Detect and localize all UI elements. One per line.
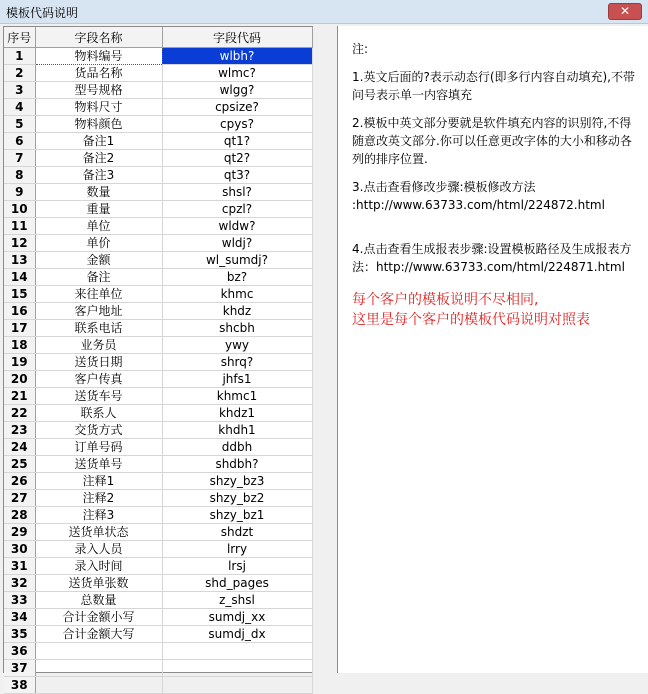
table-row[interactable] xyxy=(4,388,312,405)
row-index[interactable]: 4 xyxy=(4,99,35,116)
notes-heading: 注: xyxy=(352,42,369,56)
field-code-cell[interactable] xyxy=(162,643,312,660)
field-name-cell[interactable]: 金额 xyxy=(35,252,162,269)
field-code-cell[interactable]: wldj? xyxy=(162,235,312,252)
field-name-cell[interactable]: 总数量 xyxy=(35,592,162,609)
row-index[interactable]: 35 xyxy=(4,626,35,643)
table-row[interactable] xyxy=(4,405,312,422)
row-index[interactable]: 16 xyxy=(4,303,35,320)
red-remark xyxy=(352,290,638,330)
row-index[interactable]: 32 xyxy=(4,575,35,592)
field-name-cell[interactable]: 客户传真 xyxy=(35,371,162,388)
field-name-cell[interactable]: 送货单状态 xyxy=(35,524,162,541)
title-bar xyxy=(0,0,648,24)
table-row[interactable] xyxy=(4,269,312,286)
row-index[interactable]: 1 xyxy=(4,48,35,65)
field-code-cell[interactable]: cpys? xyxy=(162,116,312,133)
table-row[interactable] xyxy=(4,354,312,371)
row-index[interactable]: 28 xyxy=(4,507,35,524)
field-code-cell[interactable]: shdbh? xyxy=(162,456,312,473)
row-index[interactable]: 15 xyxy=(4,286,35,303)
table-row[interactable] xyxy=(4,439,312,456)
row-index[interactable]: 3 xyxy=(4,82,35,99)
field-name-cell[interactable] xyxy=(35,643,162,660)
field-name-cell[interactable]: 送货单号 xyxy=(35,456,162,473)
field-name-cell[interactable]: 单价 xyxy=(35,235,162,252)
header-index[interactable]: 序号 xyxy=(4,27,35,48)
field-name-cell[interactable]: 物料尺寸 xyxy=(35,99,162,116)
table-row[interactable] xyxy=(4,303,312,320)
red-remark-line-2: 这里是每个客户的模板代码说明对照表 xyxy=(352,312,590,328)
field-name-cell[interactable]: 注释1 xyxy=(35,473,162,490)
table-body xyxy=(4,48,312,694)
field-code-cell[interactable]: ywy xyxy=(162,337,312,354)
table-header-row xyxy=(4,27,312,48)
row-index[interactable]: 5 xyxy=(4,116,35,133)
field-name-cell[interactable]: 订单号码 xyxy=(35,439,162,456)
table-row[interactable] xyxy=(4,643,312,660)
row-index[interactable]: 14 xyxy=(4,269,35,286)
table-row[interactable] xyxy=(4,320,312,337)
row-index[interactable]: 22 xyxy=(4,405,35,422)
row-index[interactable]: 19 xyxy=(4,354,35,371)
field-code-cell[interactable]: khdz xyxy=(162,303,312,320)
row-index[interactable]: 36 xyxy=(4,643,35,660)
field-name-cell[interactable]: 联系人 xyxy=(35,405,162,422)
field-name-cell[interactable]: 联系电话 xyxy=(35,320,162,337)
table-row[interactable] xyxy=(4,48,312,65)
field-name-cell[interactable]: 型号规格 xyxy=(35,82,162,99)
field-name-cell[interactable]: 物料颜色 xyxy=(35,116,162,133)
field-code-cell[interactable]: bz? xyxy=(162,269,312,286)
field-code-cell[interactable]: wlbh? xyxy=(162,48,312,65)
field-name-cell[interactable]: 合计金额小写 xyxy=(35,609,162,626)
table-row[interactable] xyxy=(4,422,312,439)
field-code-cell[interactable]: shcbh xyxy=(162,320,312,337)
row-index[interactable]: 6 xyxy=(4,133,35,150)
table-row[interactable] xyxy=(4,558,312,575)
table-row[interactable] xyxy=(4,490,312,507)
field-name-cell[interactable]: 录入时间 xyxy=(35,558,162,575)
field-code-cell[interactable]: qt2? xyxy=(162,150,312,167)
table-row[interactable] xyxy=(4,167,312,184)
field-code-cell[interactable]: khmc xyxy=(162,286,312,303)
field-code-cell[interactable]: khdz1 xyxy=(162,405,312,422)
field-name-cell[interactable]: 备注1 xyxy=(35,133,162,150)
table-row[interactable] xyxy=(4,660,312,677)
field-name-cell[interactable]: 送货日期 xyxy=(35,354,162,371)
row-index[interactable]: 24 xyxy=(4,439,35,456)
table-row[interactable] xyxy=(4,184,312,201)
row-index[interactable]: 7 xyxy=(4,150,35,167)
field-code-cell[interactable]: khmc1 xyxy=(162,388,312,405)
field-code-cell[interactable]: shsl? xyxy=(162,184,312,201)
header-field-code[interactable]: 字段代码 xyxy=(162,27,312,48)
field-code-cell[interactable]: lrsj xyxy=(162,558,312,575)
row-index[interactable]: 17 xyxy=(4,320,35,337)
field-name-cell[interactable]: 送货单张数 xyxy=(35,575,162,592)
field-name-cell[interactable]: 备注 xyxy=(35,269,162,286)
table-row[interactable] xyxy=(4,473,312,490)
field-code-cell[interactable]: qt1? xyxy=(162,133,312,150)
field-code-cell[interactable]: wl_sumdj? xyxy=(162,252,312,269)
table-row[interactable] xyxy=(4,524,312,541)
row-index[interactable]: 23 xyxy=(4,422,35,439)
row-index[interactable]: 9 xyxy=(4,184,35,201)
field-code-cell[interactable]: wlgg? xyxy=(162,82,312,99)
field-name-cell[interactable]: 重量 xyxy=(35,201,162,218)
field-code-cell[interactable]: sumdj_xx xyxy=(162,609,312,626)
field-name-cell[interactable]: 备注2 xyxy=(35,150,162,167)
field-code-cell[interactable]: shrq? xyxy=(162,354,312,371)
field-code-cell[interactable] xyxy=(162,677,312,694)
note-3: 3.点击查看修改步骤:模板修改方法 :http://www.63733.com/html/224872.html xyxy=(352,180,605,212)
close-button[interactable] xyxy=(608,3,642,20)
table-row[interactable] xyxy=(4,218,312,235)
table-row[interactable] xyxy=(4,65,312,82)
field-name-cell[interactable]: 录入人员 xyxy=(35,541,162,558)
field-code-cell[interactable]: shzy_bz3 xyxy=(162,473,312,490)
table-row[interactable] xyxy=(4,575,312,592)
table-row[interactable] xyxy=(4,507,312,524)
field-code-cell[interactable]: lrry xyxy=(162,541,312,558)
table-row[interactable] xyxy=(4,133,312,150)
row-index[interactable]: 2 xyxy=(4,65,35,82)
row-index[interactable]: 10 xyxy=(4,201,35,218)
table-row[interactable] xyxy=(4,371,312,388)
field-name-cell[interactable]: 单位 xyxy=(35,218,162,235)
row-index[interactable]: 37 xyxy=(4,660,35,677)
field-code-cell[interactable]: shzy_bz1 xyxy=(162,507,312,524)
field-code-cell[interactable]: cpsize? xyxy=(162,99,312,116)
row-index[interactable]: 31 xyxy=(4,558,35,575)
row-index[interactable]: 21 xyxy=(4,388,35,405)
table-row[interactable] xyxy=(4,337,312,354)
table-row[interactable] xyxy=(4,252,312,269)
field-code-cell[interactable]: wldw? xyxy=(162,218,312,235)
field-code-cell[interactable]: qt3? xyxy=(162,167,312,184)
close-icon: ✕ xyxy=(619,4,631,18)
field-code-cell[interactable]: shd_pages xyxy=(162,575,312,592)
table-row[interactable] xyxy=(4,235,312,252)
field-name-cell[interactable] xyxy=(35,677,162,694)
row-index[interactable]: 13 xyxy=(4,252,35,269)
field-code-cell[interactable]: cpzl? xyxy=(162,201,312,218)
field-code-cell[interactable]: ddbh xyxy=(162,439,312,456)
field-code-cell[interactable]: wlmc? xyxy=(162,65,312,82)
row-index[interactable]: 12 xyxy=(4,235,35,252)
note-2: 2.模板中英文部分要就是软件填充内容的识别符,不得随意改英文部分.你可以任意更改字体的大小和移动各列的排序位置. xyxy=(352,116,632,166)
field-code-cell[interactable]: jhfs1 xyxy=(162,371,312,388)
field-name-cell[interactable]: 送货车号 xyxy=(35,388,162,405)
field-code-cell[interactable]: khdh1 xyxy=(162,422,312,439)
table-row[interactable] xyxy=(4,592,312,609)
field-name-cell[interactable]: 货品名称 xyxy=(35,65,162,82)
row-index[interactable]: 25 xyxy=(4,456,35,473)
table-row[interactable] xyxy=(4,609,312,626)
field-name-cell[interactable]: 合计金额大写 xyxy=(35,626,162,643)
field-code-cell[interactable]: shzy_bz2 xyxy=(162,490,312,507)
table-row[interactable] xyxy=(4,82,312,99)
field-name-cell[interactable] xyxy=(35,660,162,677)
row-index[interactable]: 18 xyxy=(4,337,35,354)
row-index[interactable]: 29 xyxy=(4,524,35,541)
table-row[interactable] xyxy=(4,150,312,167)
note-1: 1.英文后面的?表示动态行(即多行内容自动填充),不带问号表示单一内容填充 xyxy=(352,70,635,102)
field-name-cell[interactable]: 物料编号 xyxy=(35,48,162,65)
field-name-cell[interactable]: 注释3 xyxy=(35,507,162,524)
note-4: 4.点击查看生成报表步骤:设置模板路径及生成报表方法：http://www.63733.com/html/224871.html xyxy=(352,242,632,274)
table-row[interactable] xyxy=(4,677,312,694)
row-index[interactable]: 27 xyxy=(4,490,35,507)
field-name-cell[interactable]: 数量 xyxy=(35,184,162,201)
window-title: 模板代码说明 xyxy=(6,6,79,20)
row-index[interactable]: 33 xyxy=(4,592,35,609)
field-code-cell[interactable] xyxy=(162,660,312,677)
row-index[interactable]: 38 xyxy=(4,677,35,694)
field-name-cell[interactable]: 备注3 xyxy=(35,167,162,184)
table-row[interactable] xyxy=(4,541,312,558)
table-row[interactable] xyxy=(4,286,312,303)
field-name-cell[interactable]: 客户地址 xyxy=(35,303,162,320)
row-index[interactable]: 26 xyxy=(4,473,35,490)
table-row[interactable] xyxy=(4,116,312,133)
row-index[interactable]: 30 xyxy=(4,541,35,558)
red-remark-line-1: 每个客户的模板说明不尽相同, xyxy=(352,292,539,308)
row-index[interactable]: 11 xyxy=(4,218,35,235)
table-row[interactable] xyxy=(4,626,312,643)
field-name-cell[interactable]: 交货方式 xyxy=(35,422,162,439)
field-name-cell[interactable]: 来往单位 xyxy=(35,286,162,303)
field-code-cell[interactable]: sumdj_dx xyxy=(162,626,312,643)
field-name-cell[interactable]: 业务员 xyxy=(35,337,162,354)
header-field-name[interactable]: 字段名称 xyxy=(35,27,162,48)
field-code-cell[interactable]: z_shsl xyxy=(162,592,312,609)
field-code-table[interactable] xyxy=(3,26,313,692)
row-index[interactable]: 20 xyxy=(4,371,35,388)
table-row[interactable] xyxy=(4,201,312,218)
row-index[interactable]: 8 xyxy=(4,167,35,184)
table-row[interactable] xyxy=(4,456,312,473)
notes-panel[interactable] xyxy=(337,26,648,673)
row-index[interactable]: 34 xyxy=(4,609,35,626)
field-name-cell[interactable]: 注释2 xyxy=(35,490,162,507)
field-code-cell[interactable]: shdzt xyxy=(162,524,312,541)
table-row[interactable] xyxy=(4,99,312,116)
